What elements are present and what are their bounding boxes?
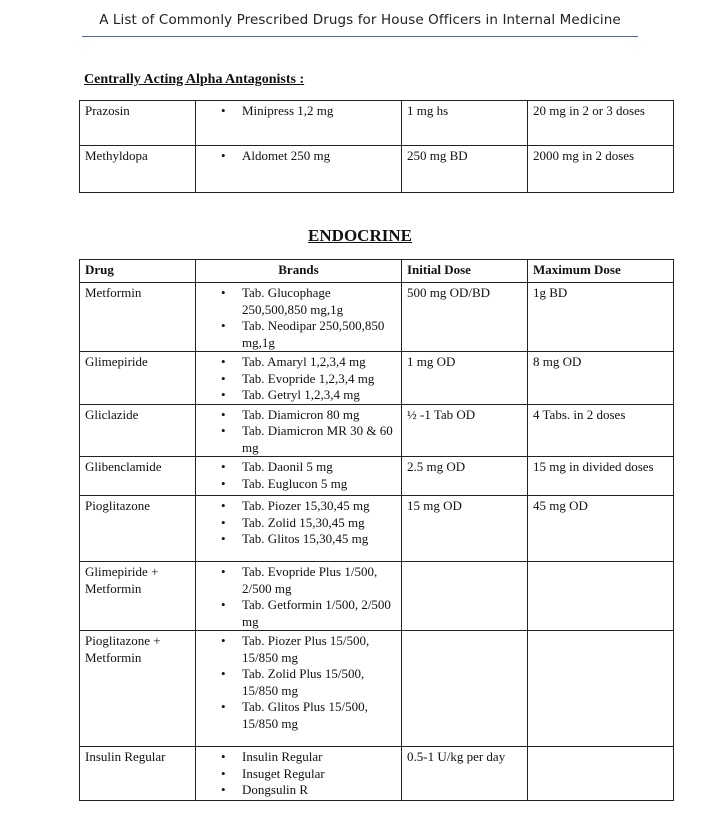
brand-item: • Tab. Piozer Plus 15/500, 15/850 mg: [196, 633, 396, 666]
brands-list: [196, 407, 396, 457]
table-header-row: [80, 260, 674, 283]
drug-cell: Glibenclamide: [80, 457, 196, 496]
brand-item: • Tab. Glitos Plus 15/500, 15/850 mg: [196, 699, 396, 732]
brands-cell: [196, 496, 402, 562]
brands-list: [196, 564, 396, 630]
brand-item: • Insuget Regular: [196, 766, 396, 783]
initial-dose-cell: [402, 562, 528, 631]
brand-item: • Tab. Daonil 5 mg: [196, 459, 396, 476]
brand-item: • Insulin Regular: [196, 749, 396, 766]
brands-list: [196, 285, 396, 351]
brands-list: [196, 459, 396, 492]
initial-dose-cell: 250 mg BD: [402, 146, 528, 193]
brand-item: • Tab. Euglucon 5 mg: [196, 476, 396, 493]
brand-item: • Tab. Diamicron 80 mg: [196, 407, 396, 424]
brand-item: • Tab. Piozer 15,30,45 mg: [196, 498, 396, 515]
initial-dose-cell: ½ -1 Tab OD: [402, 404, 528, 457]
drug-cell: Prazosin: [80, 101, 196, 146]
endocrine-heading: ENDOCRINE: [308, 226, 412, 245]
brands-list: [196, 498, 396, 548]
brands-list: [196, 148, 396, 165]
drug-cell: Methyldopa: [80, 146, 196, 193]
table-row: [80, 101, 674, 146]
initial-dose-cell: 2.5 mg OD: [402, 457, 528, 496]
brand-item: • Dongsulin R: [196, 782, 396, 799]
max-dose-cell: 20 mg in 2 or 3 doses: [528, 101, 674, 146]
table-row: [80, 631, 674, 747]
max-dose-cell: [528, 562, 674, 631]
drug-cell: Pioglitazone: [80, 496, 196, 562]
initial-dose-cell: 500 mg OD/BD: [402, 283, 528, 352]
initial-dose-cell: 15 mg OD: [402, 496, 528, 562]
brand-item: • Aldomet 250 mg: [196, 148, 396, 165]
max-dose-cell: 45 mg OD: [528, 496, 674, 562]
max-dose-cell: 8 mg OD: [528, 352, 674, 405]
drug-cell: Glimepiride + Metformin: [80, 562, 196, 631]
brands-cell: [196, 631, 402, 747]
brand-item: • Minipress 1,2 mg: [196, 103, 396, 120]
brand-item: • Tab. Getformin 1/500, 2/500 mg: [196, 597, 396, 630]
page-header-title: A List of Commonly Prescribed Drugs for House Officers in Internal Medicine: [99, 12, 621, 28]
brand-item: • Tab. Glitos 15,30,45 mg: [196, 531, 396, 548]
max-dose-cell: [528, 747, 674, 801]
column-header-maximum-dose: Maximum Dose: [528, 260, 674, 283]
brand-item: • Tab. Getryl 1,2,3,4 mg: [196, 387, 396, 404]
table-row: [80, 352, 674, 405]
header-divider: [82, 36, 638, 37]
max-dose-cell: 2000 mg in 2 doses: [528, 146, 674, 193]
max-dose-cell: 1g BD: [528, 283, 674, 352]
alpha-section-heading: Centrally Acting Alpha Antagonists :: [84, 72, 305, 87]
table-row: [80, 283, 674, 352]
brand-item: • Tab. Neodipar 250,500,850 mg,1g: [196, 318, 396, 351]
brands-list: [196, 749, 396, 799]
endocrine-table: [79, 259, 674, 801]
drug-cell: Pioglitazone + Metformin: [80, 631, 196, 747]
table-row: [80, 562, 674, 631]
table-row: [80, 146, 674, 193]
max-dose-cell: 15 mg in divided doses: [528, 457, 674, 496]
initial-dose-cell: 1 mg OD: [402, 352, 528, 405]
drug-cell: Insulin Regular: [80, 747, 196, 801]
brand-item: • Tab. Amaryl 1,2,3,4 mg: [196, 354, 396, 371]
brands-cell: [196, 404, 402, 457]
brands-cell: [196, 101, 402, 146]
drug-cell: Glimepiride: [80, 352, 196, 405]
brands-cell: [196, 457, 402, 496]
initial-dose-cell: 0.5-1 U/kg per day: [402, 747, 528, 801]
initial-dose-cell: 1 mg hs: [402, 101, 528, 146]
brand-item: • Tab. Diamicron MR 30 & 60 mg: [196, 423, 396, 456]
drug-cell: Gliclazide: [80, 404, 196, 457]
brands-cell: [196, 747, 402, 801]
brands-list: [196, 633, 396, 732]
brand-item: • Tab. Evopride 1,2,3,4 mg: [196, 371, 396, 388]
brand-item: • Tab. Zolid 15,30,45 mg: [196, 515, 396, 532]
brands-cell: [196, 283, 402, 352]
table-row: [80, 457, 674, 496]
brand-item: • Tab. Zolid Plus 15/500, 15/850 mg: [196, 666, 396, 699]
column-header-brands: Brands: [196, 260, 402, 283]
brands-list: [196, 103, 396, 120]
brand-item: • Tab. Evopride Plus 1/500, 2/500 mg: [196, 564, 396, 597]
max-dose-cell: 4 Tabs. in 2 doses: [528, 404, 674, 457]
table-row: [80, 747, 674, 801]
brands-list: [196, 354, 396, 404]
column-header-initial-dose: Initial Dose: [402, 260, 528, 283]
brands-cell: [196, 352, 402, 405]
drug-cell: Metformin: [80, 283, 196, 352]
max-dose-cell: [528, 631, 674, 747]
initial-dose-cell: [402, 631, 528, 747]
table-row: [80, 496, 674, 562]
brands-cell: [196, 146, 402, 193]
column-header-drug: Drug: [80, 260, 196, 283]
table-row: [80, 404, 674, 457]
alpha-antagonists-table: [79, 100, 674, 193]
brand-item: • Tab. Glucophage 250,500,850 mg,1g: [196, 285, 396, 318]
brands-cell: [196, 562, 402, 631]
